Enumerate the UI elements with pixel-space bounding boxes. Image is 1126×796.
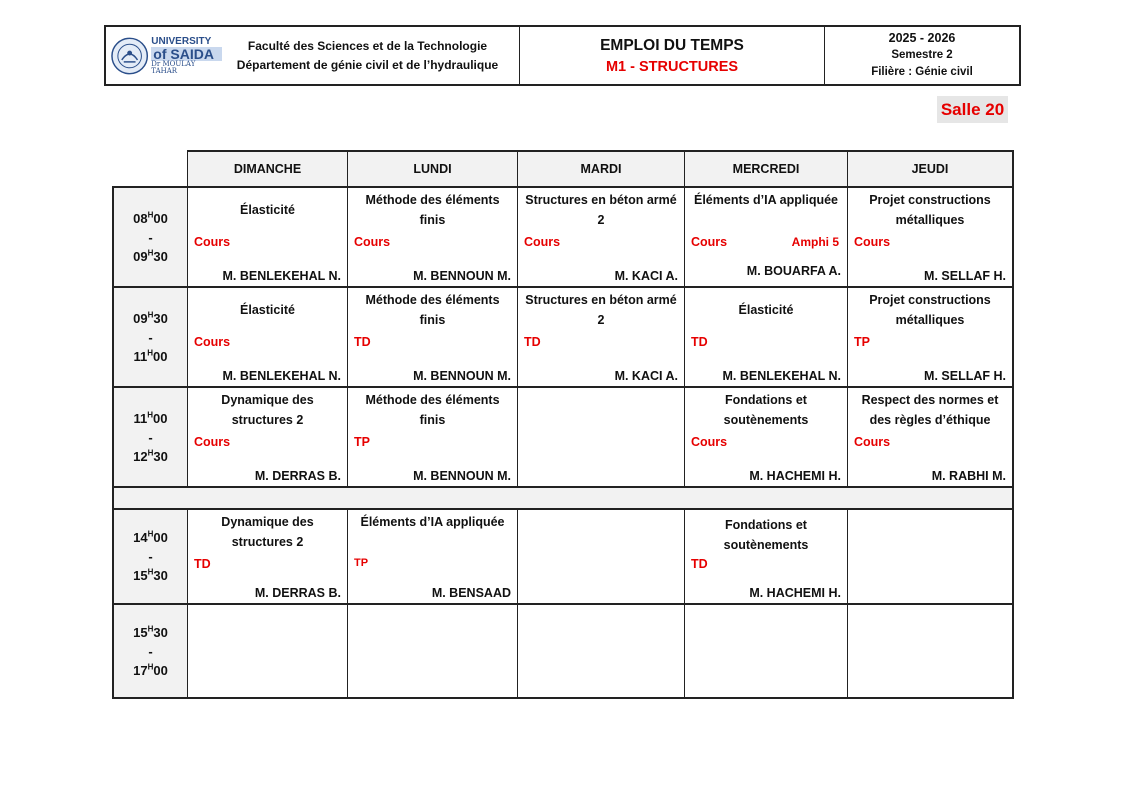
hour-marker: H	[147, 210, 154, 220]
course-cell	[847, 388, 1014, 488]
course-type: Cours	[194, 235, 231, 249]
time-end	[133, 247, 168, 266]
course-cell	[847, 510, 1014, 605]
end-minute: 00	[153, 348, 168, 364]
course-room: Amphi 5	[791, 235, 839, 249]
logo-line-name: Dr MOULAY TAHAR	[151, 59, 196, 75]
time-slot	[112, 605, 187, 699]
course-cell	[517, 188, 684, 288]
course-teacher: M. BENNOUN M.	[413, 469, 511, 483]
hour-marker: H	[147, 624, 154, 634]
academic-year: 2025 - 2026	[888, 31, 956, 45]
course-subject: Méthode des éléments finis	[365, 193, 500, 227]
university-logo	[110, 30, 222, 82]
start-minute: 00	[153, 530, 168, 545]
course-subject: Éléments d’IA appliquée	[693, 193, 838, 207]
day-header: JEUDI	[847, 150, 1014, 188]
course-subject: Élasticité	[240, 303, 295, 317]
course-cell	[187, 288, 347, 388]
room-label: Salle 20	[937, 96, 1008, 123]
program-title: M1 - STRUCTURES	[605, 58, 739, 75]
course-subject: Éléments d’IA appliquée	[360, 515, 505, 529]
time-slot	[112, 288, 187, 388]
university-seal-icon	[110, 36, 149, 76]
course-cell	[847, 188, 1014, 288]
logo-wordmark	[151, 37, 222, 75]
course-teacher: M. SELLAF H.	[924, 269, 1006, 283]
course-teacher: M. HACHEMI H.	[749, 586, 841, 600]
course-type: TP	[854, 335, 870, 349]
semester: Semestre 2	[891, 49, 953, 61]
course-subject: Fondations et soutènements	[723, 518, 809, 552]
course-type: TP	[354, 557, 369, 569]
timetable-corner	[112, 150, 187, 188]
start-hour: 09	[133, 310, 148, 326]
department-name: Département de génie civil et de l’hydraulique	[236, 57, 499, 72]
end-minute: 30	[153, 448, 168, 464]
course-teacher: M. BENNOUN M.	[413, 369, 511, 383]
course-cell	[347, 605, 517, 699]
hour-marker: H	[147, 529, 154, 539]
time-separator: -	[148, 229, 153, 245]
lunch-break-row	[112, 488, 1014, 510]
course-teacher: M. BENLEKEHAL N.	[222, 369, 341, 383]
time-end	[133, 566, 168, 585]
course-type: TD	[524, 335, 541, 349]
start-hour: 15	[133, 624, 148, 640]
course-cell	[684, 188, 847, 288]
start-hour: 14	[133, 530, 148, 545]
hour-marker: H	[147, 448, 154, 458]
course-teacher: M. KACI A.	[614, 269, 678, 283]
course-subject: Structures en béton armé 2	[525, 193, 677, 227]
course-teacher: M. BENLEKEHAL N.	[222, 269, 341, 283]
day-header: MERCREDI	[684, 150, 847, 188]
course-type: Cours	[524, 235, 561, 249]
course-type: Cours	[691, 235, 728, 249]
course-type: Cours	[194, 435, 231, 449]
course-type: Cours	[854, 435, 891, 449]
time-slot	[112, 188, 187, 288]
course-cell	[684, 605, 847, 699]
time-start	[133, 309, 168, 328]
time-start	[133, 209, 168, 228]
hour-marker: H	[147, 567, 154, 577]
course-type: Cours	[354, 235, 391, 249]
course-cell	[517, 605, 684, 699]
start-minute: 00	[153, 210, 168, 226]
course-subject: Dynamique des structures 2	[221, 393, 314, 427]
course-teacher: M. BENSAAD	[431, 586, 511, 600]
time-start	[133, 623, 168, 642]
end-hour: 09	[133, 248, 148, 264]
course-teacher: M. BOUARFA A.	[746, 264, 841, 278]
course-subject: Projet constructions métalliques	[869, 293, 991, 327]
title-cell	[520, 27, 825, 84]
course-cell	[517, 388, 684, 488]
logo-line-saida: of SAIDA	[151, 47, 222, 61]
course-type: TP	[354, 435, 370, 449]
course-subject: Respect des normes et des règles d’éthique	[861, 393, 999, 427]
hour-marker: H	[147, 662, 154, 672]
course-cell	[847, 605, 1014, 699]
end-hour: 12	[133, 448, 148, 464]
time-start	[133, 528, 168, 547]
course-type: TD	[691, 335, 708, 349]
end-minute: 30	[153, 248, 168, 264]
course-teacher: M. DERRAS B.	[254, 469, 341, 483]
course-cell	[517, 288, 684, 388]
time-end	[134, 347, 168, 366]
course-cell	[684, 288, 847, 388]
course-subject: Méthode des éléments finis	[365, 293, 500, 327]
course-teacher: M. DERRAS B.	[254, 586, 341, 600]
logo-line-university: UNIVERSITY	[151, 35, 212, 47]
course-cell	[347, 188, 517, 288]
hour-marker: H	[147, 248, 154, 258]
start-minute: 00	[153, 410, 168, 426]
course-type: Cours	[854, 235, 891, 249]
time-separator: -	[148, 643, 153, 659]
session-cell	[825, 27, 1019, 84]
filiere: Filière : Génie civil	[871, 66, 973, 78]
course-type: TD	[354, 335, 371, 349]
end-minute: 00	[153, 662, 168, 678]
start-hour: 11	[133, 410, 148, 426]
hour-marker: H	[147, 410, 154, 420]
course-teacher: M. RABHI M.	[931, 469, 1006, 483]
hour-marker: H	[147, 310, 154, 320]
course-cell	[847, 288, 1014, 388]
institution-names	[222, 37, 513, 75]
course-teacher: M. HACHEMI H.	[749, 469, 841, 483]
course-cell	[187, 188, 347, 288]
course-teacher: M. BENNOUN M.	[413, 269, 511, 283]
start-minute: 30	[153, 624, 168, 640]
course-cell	[517, 510, 684, 605]
day-header: MARDI	[517, 150, 684, 188]
end-hour: 11	[133, 348, 148, 364]
header-table	[104, 25, 1021, 86]
time-separator: -	[148, 549, 153, 564]
day-header: LUNDI	[347, 150, 517, 188]
course-subject: Élasticité	[738, 303, 794, 317]
end-hour: 17	[133, 662, 148, 678]
course-subject: Fondations et soutènements	[723, 393, 809, 427]
course-subject: Structures en béton armé 2	[525, 293, 677, 327]
time-slot	[112, 388, 187, 488]
course-subject: Projet constructions métalliques	[869, 193, 991, 227]
course-type: Cours	[691, 435, 728, 449]
time-separator: -	[148, 329, 153, 345]
course-cell	[347, 510, 517, 605]
time-slot	[112, 510, 187, 605]
time-separator: -	[148, 429, 153, 445]
timetable-grid	[112, 150, 1014, 699]
course-cell	[187, 388, 347, 488]
course-cell	[347, 288, 517, 388]
course-teacher: M. BENLEKEHAL N.	[722, 369, 841, 383]
course-subject: Dynamique des structures 2	[221, 515, 314, 549]
faculty-name: Faculté des Sciences et de la Technologie	[247, 38, 488, 53]
course-cell	[187, 605, 347, 699]
course-type: TD	[691, 557, 708, 571]
institution-cell	[106, 27, 520, 84]
time-start	[134, 409, 168, 428]
page-title: EMPLOI DU TEMPS	[600, 36, 744, 54]
course-teacher: M. KACI A.	[614, 369, 678, 383]
course-subject: Méthode des éléments finis	[365, 393, 500, 427]
end-hour: 15	[133, 568, 148, 583]
course-type: TD	[194, 557, 211, 571]
course-teacher: M. SELLAF H.	[924, 369, 1006, 383]
end-minute: 30	[153, 568, 168, 583]
start-minute: 30	[153, 310, 168, 326]
hour-marker: H	[147, 348, 154, 358]
day-header: DIMANCHE	[187, 150, 347, 188]
course-cell	[684, 510, 847, 605]
course-cell	[684, 388, 847, 488]
course-cell	[187, 510, 347, 605]
course-subject: Élasticité	[240, 203, 295, 217]
course-type: Cours	[194, 335, 231, 349]
start-hour: 08	[133, 210, 148, 226]
time-end	[133, 447, 168, 466]
course-cell	[347, 388, 517, 488]
time-end	[133, 661, 168, 680]
